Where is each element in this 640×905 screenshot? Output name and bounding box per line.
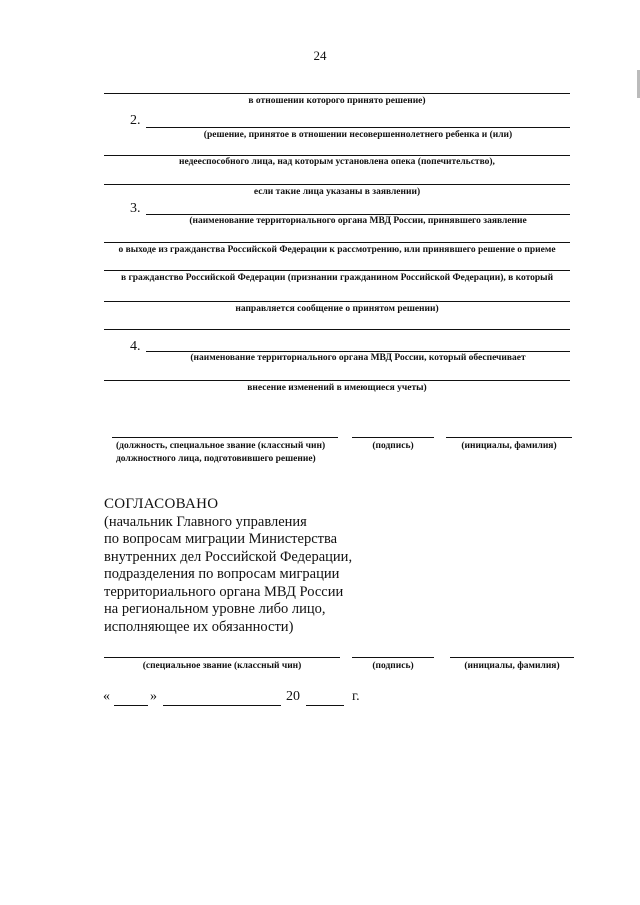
field-line-4b	[104, 380, 570, 381]
signature2-name-caption: (инициалы, фамилия)	[464, 661, 560, 671]
section4-caption-1: (наименование территориального органа МВД России, который обеспечивает	[190, 353, 526, 363]
signature1-name-caption: (инициалы, фамилия)	[461, 441, 557, 451]
signature1-signature-line	[352, 437, 434, 438]
agreed-line: исполняющее их обязанности)	[104, 618, 294, 635]
agreed-line: территориального органа МВД России	[104, 583, 344, 600]
agreed-line: на региональном уровне либо лицо,	[104, 601, 326, 617]
agreed-block	[104, 496, 352, 636]
field-line-1	[104, 93, 570, 94]
section2-number: 2.	[130, 113, 141, 128]
signature2-rank-line	[104, 657, 340, 658]
section1-caption: в отношении которого принято решение)	[248, 96, 426, 106]
section2-caption-2: недееспособного лица, над которым установлена опека (попечительство),	[179, 157, 495, 167]
date-year-suffix: г.	[352, 689, 360, 704]
field-line-3e	[104, 329, 570, 330]
signature2-rank-caption: (специальное звание (классный чин)	[142, 661, 302, 671]
section3-caption-4: направляется сообщение о принятом решении)	[235, 304, 439, 314]
field-line-3c	[104, 270, 570, 271]
section4-caption-2: внесение изменений в имеющиеся учеты)	[247, 383, 427, 393]
signature1-signature-caption: (подпись)	[372, 441, 414, 451]
agreed-line: подразделения по вопросам миграции	[104, 566, 340, 582]
field-line-4a	[146, 351, 570, 352]
page-number: 24	[313, 48, 327, 63]
field-line-3d	[104, 301, 570, 302]
date-close-quote: »	[150, 689, 157, 704]
signature1-position-line	[112, 437, 338, 438]
section2-caption-3: если такие лица указаны в заявлении)	[253, 187, 421, 197]
signature2-signature-line	[352, 657, 434, 658]
agreed-line: (начальник Главного управления	[104, 513, 307, 530]
date-open-quote: «	[103, 689, 110, 704]
agreed-title: СОГЛАСОВАНО	[104, 496, 219, 512]
section2-caption-1: (решение, принятое в отношении несовершеннолетнего ребенка и (или)	[203, 130, 513, 140]
field-line-3b	[104, 242, 570, 243]
signature2-signature-caption: (подпись)	[372, 661, 414, 671]
date-day-line	[114, 705, 148, 706]
date-year-prefix: 20	[286, 689, 300, 704]
section3-caption-3: в гражданство Российской Федерации (признании гражданином Российской Федерации), в который	[120, 273, 554, 283]
date-year-line	[306, 705, 344, 706]
agreed-line: внутренних дел Российской Федерации,	[104, 548, 353, 565]
agreed-line: по вопросам миграции Министерства	[104, 531, 338, 547]
field-line-2b	[104, 155, 570, 156]
section3-caption-1: (наименование территориального органа МВД России, принявшего заявление	[189, 216, 527, 226]
signature1-name-line	[446, 437, 572, 438]
field-line-3a	[146, 214, 570, 215]
signature1-position-caption-2: должностного лица, подготовившего решение)	[116, 454, 316, 464]
section4-number: 4.	[130, 339, 141, 354]
field-line-2c	[104, 184, 570, 185]
section3-number: 3.	[130, 201, 141, 216]
signature2-name-line	[450, 657, 574, 658]
section3-caption-2: о выходе из гражданства Российской Федерации к рассмотрению, или принявшего решение о приеме	[118, 245, 556, 255]
date-month-line	[163, 705, 281, 706]
field-line-2a	[146, 127, 570, 128]
signature1-position-caption-1: (должность, специальное звание (классный чин)	[116, 441, 326, 451]
